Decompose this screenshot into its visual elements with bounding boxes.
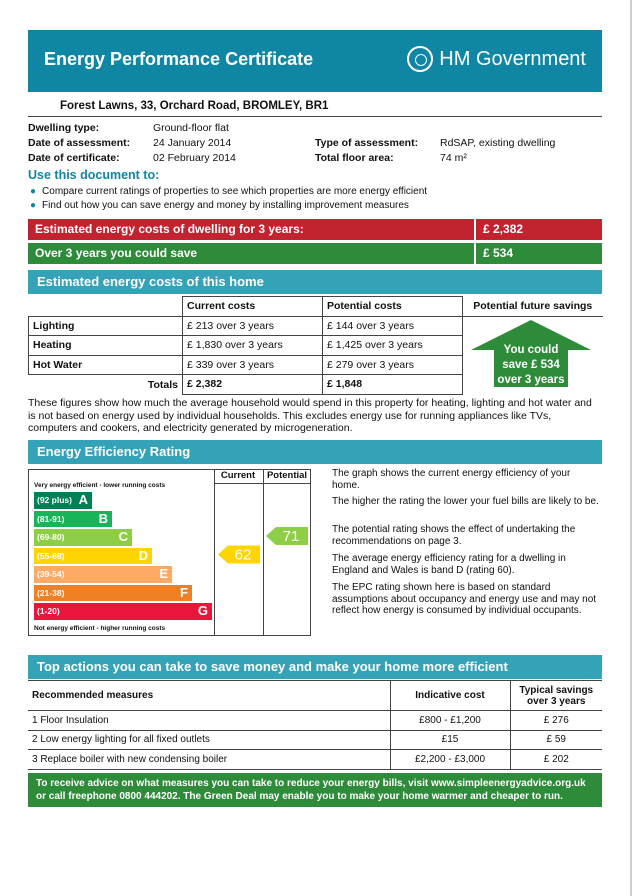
indicative-cost: £800 - £1,200: [390, 711, 510, 731]
table-header: Potential future savings: [463, 297, 603, 317]
measure: 3 Replace boiler with new condensing boiler: [28, 750, 390, 770]
potential-cost: £ 1,425 over 3 years: [323, 336, 463, 356]
floor-area-label: Total floor area:: [315, 152, 394, 164]
actions-table: [28, 680, 602, 770]
rating-band-a: [34, 492, 92, 509]
gov-text: HM Government: [439, 47, 586, 70]
band-letter: F: [180, 584, 188, 600]
table-header: Potential costs: [323, 297, 463, 317]
indicative-cost: £2,200 - £3,000: [390, 750, 510, 770]
rating-band-e: [34, 566, 172, 583]
table-header-row: [28, 681, 602, 711]
table-header: Current costs: [183, 297, 323, 317]
rating-arrows: [214, 484, 311, 634]
savings-line-2: save £ 534: [502, 359, 560, 371]
dwelling-type-value: Ground-floor flat: [153, 122, 229, 134]
band-letter: C: [118, 529, 128, 544]
band-range: (39-54): [37, 569, 65, 579]
efficiency-section-title: Energy Efficiency Rating: [28, 440, 602, 464]
band-letter: A: [78, 492, 88, 507]
band-range: (1-20): [37, 606, 60, 616]
dwelling-type-label: Dwelling type:: [28, 122, 100, 134]
totals-potential: £ 1,848: [323, 375, 463, 395]
rating-band-c: [34, 529, 132, 546]
rating-band-f: [34, 585, 192, 602]
table-row: [28, 711, 602, 731]
address-divider: [28, 116, 602, 117]
typical-saving: £ 59: [510, 730, 602, 750]
row-label: Heating: [29, 336, 183, 356]
estimated-costs-bar: Estimated energy costs of dwelling for 3 years:: [28, 219, 474, 240]
band-range: (21-38): [37, 587, 65, 598]
potential-cost: £ 279 over 3 years: [323, 355, 463, 375]
use-bullet: ● Compare current ratings of properties to see which properties are more energy efficient: [30, 186, 428, 197]
band-letter: G: [197, 603, 208, 618]
rating-band-b: [34, 511, 112, 528]
totals-label: Totals: [29, 375, 183, 395]
certificate-title: Energy Performance Certificate: [44, 49, 314, 69]
use-document-title: Use this document to:: [28, 168, 160, 182]
floor-area-value: 74 m²: [440, 152, 467, 164]
potential-column-header: Potential: [266, 470, 308, 481]
totals-current: £ 2,382: [183, 375, 323, 395]
efficiency-text: The higher the rating the lower your fuel bills are likely to be.: [332, 496, 599, 507]
savings-value: £ 534: [476, 243, 602, 264]
top-caption: Very energy efficient - lower running costs: [34, 482, 166, 489]
bullet-icon: ●: [30, 200, 37, 211]
efficiency-text: The potential rating shows the effect of undertaking the recommendations on page 3.: [332, 524, 576, 547]
bottom-caption: Not energy efficient - higher running costs: [34, 625, 166, 632]
costs-note: These figures show how much the average household would spend in this property for heating, lighting and hot water and is not based on energy used by individual households. This excludes energy use for running appliances like TVs, computers and cookers, and electricity generated by microgeneration.: [28, 397, 592, 434]
typical-saving: £ 276: [510, 711, 602, 731]
indicative-cost: £15: [390, 730, 510, 750]
date-assessment-value: 24 January 2014: [153, 137, 232, 149]
table-row: [28, 730, 602, 750]
current-cost: £ 1,830 over 3 years: [183, 336, 323, 356]
efficiency-text: The graph shows the current energy efficiency of your home.: [332, 468, 571, 491]
measure: 2 Low energy lighting for all fixed outlets: [28, 730, 390, 750]
band-letter: E: [159, 566, 168, 581]
date-certificate-value: 02 February 2014: [153, 152, 236, 164]
actions-section-title: Top actions you can take to save money and make your home more efficient: [28, 655, 602, 679]
rating-band-g: [34, 603, 212, 620]
band-letter: D: [138, 547, 148, 563]
efficiency-text: The average energy efficiency rating for a dwelling in England and Wales is band D (rating 60).: [332, 553, 566, 576]
measure: 1 Floor Insulation: [28, 711, 390, 731]
savings-line-3: over 3 years: [497, 374, 565, 386]
estimated-costs-value: £ 2,382: [476, 219, 602, 240]
table-header: Indicative cost: [390, 681, 510, 711]
band-letter: B: [98, 510, 108, 526]
table-header-row: [29, 297, 603, 317]
header-banner: [28, 30, 602, 92]
costs-section-title: Estimated energy costs of this home: [28, 270, 602, 294]
current-column-header: Current: [220, 470, 256, 481]
gov-logo: [407, 46, 586, 72]
potential-cost: £ 144 over 3 years: [323, 316, 463, 336]
row-label: Hot Water: [29, 355, 183, 375]
band-range: (55-68): [37, 550, 65, 561]
savings-bar: Over 3 years you could save: [28, 243, 474, 264]
savings-line-1: You could: [503, 344, 559, 356]
property-address: Forest Lawns, 33, Orchard Road, BROMLEY, BR1: [60, 100, 329, 112]
date-certificate-label: Date of certificate:: [28, 152, 120, 164]
current-rating-value: 62: [234, 546, 252, 564]
type-assessment-value: RdSAP, existing dwelling: [440, 137, 556, 149]
table-row: [28, 750, 602, 770]
current-cost: £ 339 over 3 years: [183, 355, 323, 375]
current-cost: £ 213 over 3 years: [183, 316, 323, 336]
potential-rating-value: 71: [282, 528, 300, 545]
table-header: [29, 297, 183, 317]
table-header: Recommended measures: [28, 681, 390, 711]
savings-arrow: [470, 318, 592, 388]
crest-icon: [407, 46, 433, 72]
rating-band-d: [34, 548, 152, 565]
typical-saving: £ 202: [510, 750, 602, 770]
band-range: (69-80): [37, 532, 65, 542]
use-bullet: ● Find out how you can save energy and money by installing improvement measures: [30, 200, 409, 211]
type-assessment-label: Type of assessment:: [315, 137, 419, 149]
table-header: Typical savings over 3 years: [510, 681, 602, 711]
row-label: Lighting: [29, 316, 183, 336]
efficiency-text: The EPC rating shown here is based on standard assumptions about occupancy and energy use and may not reflect how energy is consumed by individual occupants.: [332, 582, 597, 616]
bullet-icon: ●: [30, 186, 37, 197]
date-assessment-label: Date of assessment:: [28, 137, 131, 149]
advice-footer: To receive advice on what measures you can take to reduce your energy bills, visit www.simpleenergyadvice.org.uk or call freephone 0800 444202. The Green Deal may enable you to make your home warmer and cheaper to run.: [28, 773, 602, 807]
band-range: (81-91): [37, 513, 65, 524]
band-range: (92 plus): [37, 495, 72, 505]
